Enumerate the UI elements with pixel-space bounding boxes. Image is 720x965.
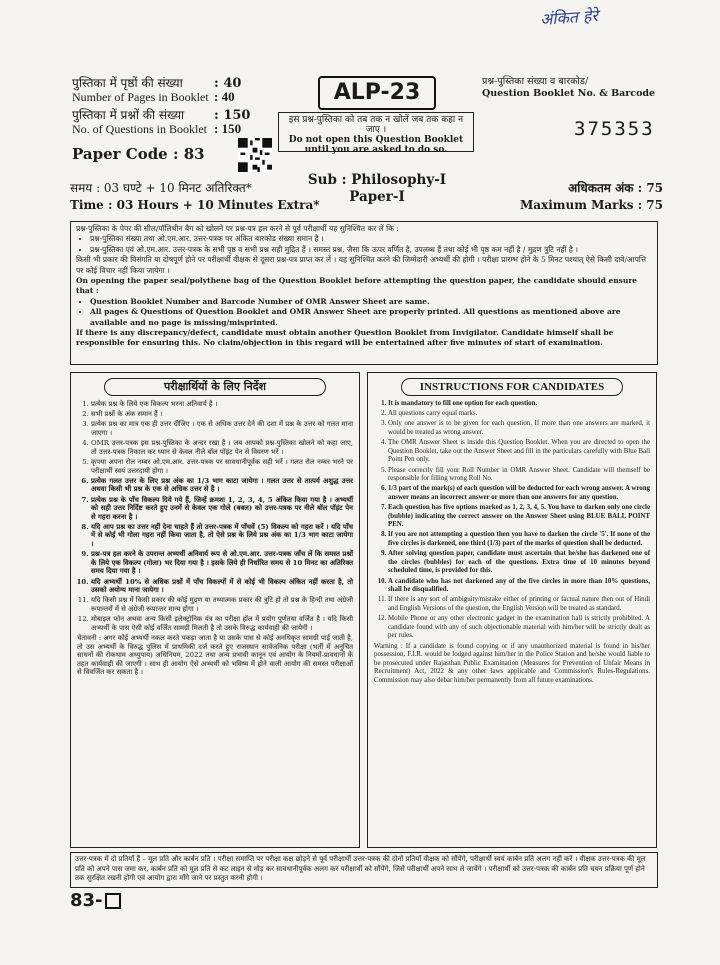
instruction-hindi-item: 10. यदि अभ्यर्थी 10% से अधिक प्रश्नों में पाँच विकल्पों में से कोई भी विकल्प अंकित नहीं करता है, तो उसको अयोग्य माना जायेगा । (91, 578, 353, 595)
booklet-number-label-en: Question Booklet No. & Barcode (482, 88, 656, 99)
instruction-english-item: 12. Mobile Phone or any other electronic gadget in the examination hall is strictly prohibited. A candidate found with any of such objectionable material with him/her will be strictly dealt as per rules. (388, 615, 650, 641)
qr-code-icon (238, 138, 272, 172)
instructions-english-title: INSTRUCTIONS FOR CANDIDATES (401, 378, 623, 396)
notice-en-outro: If there is any discrepancy/defect, candidate must obtain another Question Booklet from Invigilator. Candidate himself shall be responsible for ensuring this. No claim/objection in this regard will be entertained after five minutes of start of examination. (76, 328, 614, 348)
instructions-hindi-warning: चेतावनी : अगर कोई अभ्यर्थी नकल करते पकड़ा जाता है या उसके पास से कोई अनधिकृत सामग्री पाई जाती है, तो उस अभ्यर्थी के विरुद्ध पुलिस में प्राथमिकी दर्ज करते हुए राजस्थान सार्वजनिक परीक्षा (भर्ती में अनुचित साधनों की रोकथाम अध्युपाय) अधिनियम, 2022 तथा अन्य प्रभावी कानून एवं आयोग के नियमों-प्रावधानों के तहत कार्यवाही की जाएगी । साथ ही आयोग ऐसे अभ्यर्थी को भविष्य में होने वाली आयोग की समस्त परीक्षाओं से विवर्जित कर सकता है । (77, 633, 353, 677)
instructions-hindi-list (71, 400, 359, 632)
pages-row-en (72, 90, 235, 104)
instruction-hindi-item: 1. प्रत्येक प्रश्न के लिये एक विकल्प भरना अनिवार्य है । (91, 400, 353, 409)
questions-value-en: : 150 (214, 121, 242, 136)
instruction-english-item: 6. 1/3 part of the mark(s) of each question will be deducted for each wrong answer. A wrong answer means an incorrect answer or more than one answers for any question. (388, 485, 650, 502)
paper: Paper-I (349, 189, 405, 205)
booklet-number-label (482, 76, 655, 100)
instruction-english-item: 10. A candidate who has not darkened any of the five circles in more than 10% questions, shall be disqualified. (388, 578, 650, 595)
alp-code-box: ALP-23 (318, 76, 436, 110)
instruction-english-item: 3. Only one answer is to be given for each question. If more than one answers are marked, it would be treated as wrong answer. (388, 420, 650, 437)
do-not-open-notice (278, 112, 474, 155)
instructions-english-warning: Warning : If a candidate is found copying or if any unauthorized material is found in his/her possession, F.I.R. would be lodged against him/her in the Police Station and he/she would liable to be prosecuted under Rajasthan Public Examination (Measures for Prevention of Unfair Means in Recruitment) Act, 2022 & any other laws applicable and Commission's Rules-Regulations. Commission may also debar him/her permanently from all future examinations. (374, 642, 650, 684)
notice-hi-intro: प्रश्न-पुस्तिका के पेपर की सील/पॉलिथीन बैग को खोलने पर प्रश्न-पत्र हल करने से पूर्व परीक्षार्थी यह सुनिश्चित कर लें कि : (76, 224, 399, 233)
notice-hi-point: • प्रश्न-पुस्तिका संख्या तथा ओ.एम.आर. उत्तर-पत्रक पर अंकित बारकोड संख्या समान है । (90, 234, 652, 244)
instruction-hindi-item: 4. OMR उत्तर-पत्रक इस प्रश्न-पुस्तिका के अन्दर रखा है । जब आपको प्रश्न-पुस्तिका खोलने को कहा जाए, तो उत्तर-पत्रक निकाल कर ध्यान से केवल नीले बॉल पॉइंट पेन से विवरण भरें । (91, 439, 353, 456)
instruction-hindi-item: 3. प्रत्येक प्रश्न का मात्र एक ही उत्तर दीजिए । एक से अधिक उत्तर देने की दशा में प्रश्न के उत्तर को गलत माना जाएगा । (91, 420, 353, 437)
instruction-hindi-item: 12. मोबाइल फोन अथवा अन्य किसी इलेक्ट्रोनिक यंत्र का परीक्षा हॉल में प्रयोग पूर्णतया वर्जित है । यदि किसी अभ्यर्थी के पास ऐसी कोई वर्जित सामग्री मिलती है तो उसके विरुद्ध कार्यवाही की जायेगी । (91, 615, 353, 632)
pages-label-en: Number of Pages in Booklet (72, 90, 209, 104)
instructions-hindi-title: परीक्षार्थियों के लिए निर्देश (104, 378, 326, 396)
instructions-hindi (70, 372, 360, 848)
checkbox-square-icon (105, 893, 121, 909)
instruction-english-item: 7. Each question has five options marked as 1, 2, 3, 4, 5. You have to darken only one circle (bubble) indicating the correct answer on the Answer Sheet using BLUE BALL POINT PEN. (388, 504, 650, 530)
instruction-hindi-item: 6. प्रत्येक गलत उत्तर के लिए प्रश्न अंक का 1/3 भाग काटा जायेगा । गलत उत्तर से तात्पर्य अशुद्ध उत्तर अथवा किसी भी प्रश्न के एक से अधिक उत्तर से है । (91, 477, 353, 494)
instruction-english-item: 4. The OMR Answer Sheet is inside this Question Booklet. When you are directed to open the Question Booklet, take out the Answer Sheet and fill in the particulars carefully with Blue Ball Point Pen only. (388, 439, 650, 465)
questions-label-hi: पुस्तिका में प्रश्नों की संख्या (72, 108, 185, 122)
instruction-hindi-item: 2. सभी प्रश्नों के अंक समान हैं । (91, 410, 353, 419)
booklet-code-text: 83- (70, 890, 103, 911)
pages-value-hi: : 40 (214, 76, 242, 91)
notice-en-point: • All pages & Questions of Question Booklet and OMR Answer Sheet are properly printed. All questions as mentioned above are available and no page is missing/misprinted. (90, 307, 652, 328)
notice-hi-point: किसी भी प्रकार की विसंगति या दोषपूर्ण होने पर परीक्षार्थी वीक्षक से दूसरा प्रश्न-पत्र प्राप्त कर लें । यह सुनिश्चित करने की जिम्मेदारी अभ्यर्थी की होगी । परीक्षा प्रारम्भ होने के 5 मिनट पश्चात् ऐसे किसी दावे/आपत्ति पर कोई विचार नहीं किया जायेगा । (76, 255, 647, 275)
instruction-english-item: 11. If there is any sort of ambiguity/mistake either of printing or factual nature then out of Hindi and English Versions of the question, the English Version will be treated as standard. (388, 596, 650, 613)
instruction-hindi-item: 7. प्रत्येक प्रश्न के पाँच विकल्प दिये गये हैं, जिन्हें क्रमशः 1, 2, 3, 4, 5 अंकित किया गया है । अभ्यर्थी को सही उत्तर निर्दिष्ट करते हुए उनमें से केवल एक गोले (बबल) को उत्तर-पत्रक पर नीले बॉल पॉइंट पेन से गहरा करना है । (91, 496, 353, 522)
pages-value-en: : 40 (214, 89, 235, 104)
pages-label-hi: पुस्तिका में पृष्ठों की संख्या (72, 76, 183, 90)
instruction-hindi-item: 9. प्रश्न-पत्र हल करने के उपरान्त अभ्यर्थी अनिवार्य रूप से ओ.एम.आर. उत्तर-पत्रक जाँच लें कि समस्त प्रश्नों के लिये एक विकल्प (गोला) भर दिया गया है । इसके लिये ही निर्धारित समय से 10 मिनट का अतिरिक्त समय दिया गया है । (91, 550, 353, 576)
answer-sheet-note: उत्तर-पत्रक में दो प्रतियाँ हैं – मूल प्रति और कार्बन प्रति । परीक्षा समाप्ति पर परीक्षा कक्ष छोड़ने से पूर्व परीक्षार्थी उत्तर-पत्रक की दोनों प्रतियाँ वीक्षक को सौंपेंगे, परीक्षार्थी स्वयं कार्बन प्रति अलग नहीं करें । वीक्षक उत्तर-पत्रक की मूल प्रति को अपने पास जमा कर, कार्बन प्रति को मूल प्रति से कट लाइन से मोड़ कर सावधानीपूर्वक अलग कर परीक्षार्थी को सौंपेंगे, जिसे परीक्षार्थी अपने साथ ले जायेंगे । परीक्षार्थी को उत्तर-पत्रक की कार्बन प्रति चयन प्रक्रिया पूर्ण होने तक सुरक्षित रखनी होगी एवं आयोग द्वारा माँगे जाने पर प्रस्तुत करनी होगी । (70, 852, 658, 888)
instruction-english-item: 9. After solving question paper, candidate must ascertain that he/she has darkened one of the circles (bubbles) for each of the questions. Extra time of 10 minutes beyond scheduled time, is provided for this. (388, 550, 650, 576)
instruction-hindi-item: 8. यदि आप प्रश्न का उत्तर नहीं देना चाहते हैं तो उत्तर-पत्रक में पाँचवें (5) विकल्प को गहरा करें । यदि पाँच में से कोई भी गोला गहरा नहीं किया जाता है, तो ऐसे प्रश्न के लिये प्रश्न अंक का 1/3 भाग काटा जायेगा । (91, 523, 353, 549)
time-block (70, 180, 320, 214)
instructions-english-list (368, 400, 656, 641)
marks-en: Maximum Marks : 75 (520, 198, 664, 212)
booklet-number-label-hi: प्रश्न-पुस्तिका संख्या व बारकोड/ (482, 76, 589, 87)
do-not-open-hi: इस प्रश्न-पुस्तिका को तब तक न खोलें जब तक कहा न जाए । (288, 115, 464, 135)
notice-en-intro: On opening the paper seal/polythene bag of the Question Booklet before attempting the question paper, the candidate should ensure that : (76, 276, 638, 296)
instruction-hindi-item: 11. यदि किसी प्रश्न में किसी प्रकार की कोई मुद्रण या तथ्यात्मक प्रकार की त्रुटि हो तो प्रश्न के हिन्दी तथा अंग्रेजी रूपान्तरों में से अंग्रेजी रूपान्तर मान्य होगा । (91, 596, 353, 613)
time-en: Time : 03 Hours + 10 Minutes Extra* (70, 198, 320, 212)
instruction-english-item: 5. Please correctly fill your Roll Number in OMR Answer Sheet. Candidate will themself be responsible for filling wrong Roll No. (388, 467, 650, 484)
instruction-hindi-item: 5. कृपया अपना रोल नम्बर ओ.एम.आर. उत्तर-पत्रक पर सावधानीपूर्वक सही भरें । गलत रोल नम्बर भरने पर परीक्षार्थी स्वयं उत्तरदायी होगा । (91, 458, 353, 475)
subject-block (307, 172, 447, 206)
questions-row-en (72, 122, 241, 136)
do-not-open-en: Do not open this Question Booklet until you are asked to do so. (288, 135, 464, 155)
marks-block (520, 180, 663, 214)
questions-value-hi: : 150 (214, 108, 251, 123)
questions-label-en: No. of Questions in Booklet (72, 122, 207, 136)
time-hi: समय : 03 घण्टे + 10 मिनट अतिरिक्त* (70, 181, 252, 195)
notice-en-point: • Question Booklet Number and Barcode Number of OMR Answer Sheet are same. (90, 297, 652, 307)
instruction-english-item: 1. It is mandatory to fill one option for each question. (388, 400, 650, 409)
notice-hi-point: • प्रश्न-पुस्तिका एवं ओ.एम.आर. उत्तर-पत्रक के सभी पृष्ठ व सभी प्रश्न सही मुद्रित हैं । समस्त प्रश्न, जैसा कि ऊपर वर्णित है, उपलब्ध हैं तथा कोई भी पृष्ठ कम नहीं है / मुद्रण त्रुटि नहीं है । (90, 245, 652, 255)
handwritten-signature: अंकित हेरे (539, 6, 599, 29)
paper-code: Paper Code : 83 (72, 145, 205, 163)
instructions-english (367, 372, 657, 848)
instruction-english-item: 8. If you are not attempting a question then you have to darken the circle '5'. If none of the five circles is darkened, one third (1/3) part of the marks of question shall be deducted. (388, 531, 650, 548)
subject: Sub : Philosophy-I (307, 172, 447, 188)
marks-hi: अधिकतम अंक : 75 (568, 181, 664, 195)
instruction-english-item: 2. All questions carry equal marks. (388, 410, 650, 419)
booklet-number: 375353 (574, 118, 655, 140)
opening-notice-box (70, 221, 658, 365)
booklet-code (70, 890, 121, 911)
